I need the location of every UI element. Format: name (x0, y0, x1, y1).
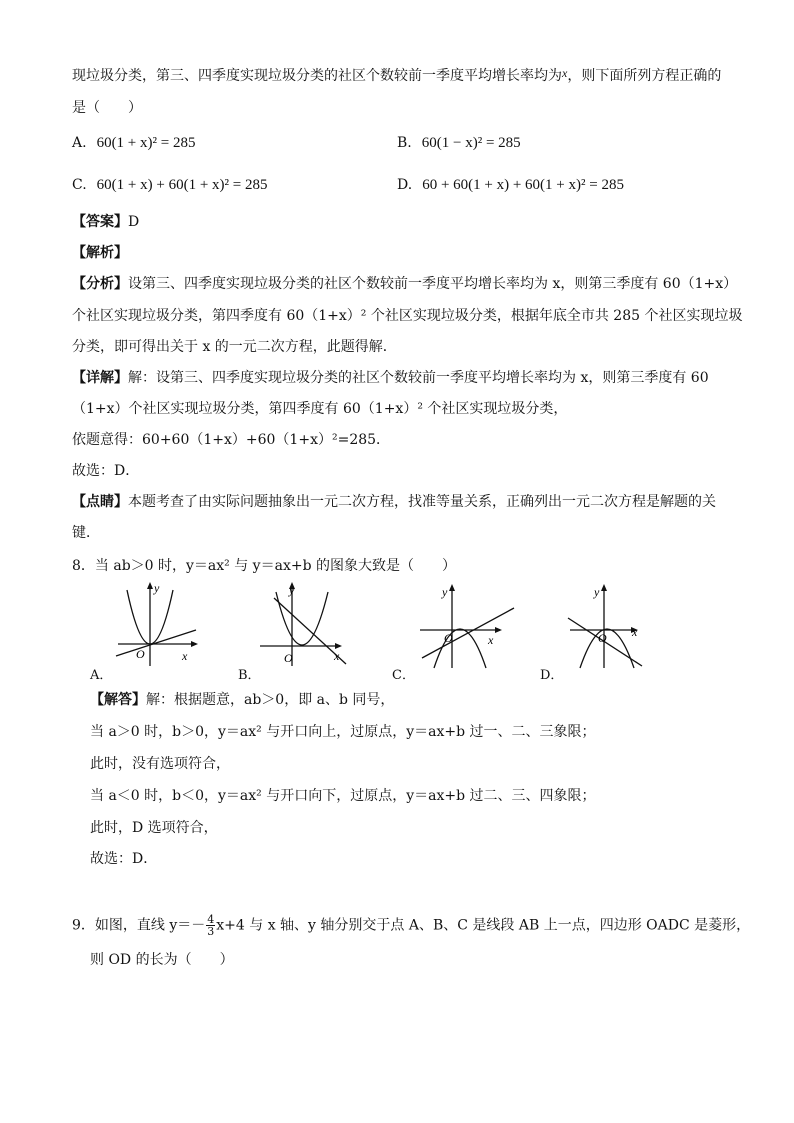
graph-c-label: C． (392, 668, 415, 683)
graph-c-line (422, 608, 514, 658)
q9-stem-post: x+4 与 x 轴、y 轴分别交于点 A、B、C 是线段 AB 上一点，四边形 OADC 是菱形， (216, 917, 751, 934)
option-b (397, 132, 521, 154)
equation-line: 依题意得：60+60（1+x）+60（1+x）²=285． (72, 432, 391, 448)
dianjing-line2: 键． (72, 525, 100, 541)
variable-x: x (562, 66, 568, 80)
q9-stem-line1 (72, 914, 750, 937)
option-b-expr: 60(1 − x)² = 285 (421, 135, 521, 151)
graph-c-parabola (434, 629, 486, 668)
graph-d-label: D． (540, 668, 564, 683)
graph-d-parabola (580, 629, 634, 668)
graph-b-parabola (276, 592, 328, 645)
graph-a (92, 580, 212, 670)
xiangjie-tag: 【详解】 (72, 370, 128, 386)
q8-jieda-line1 (90, 690, 394, 710)
graph-a-origin: O (136, 647, 145, 661)
option-a-expr: 60(1 + x)² = 285 (96, 135, 196, 151)
option-d (397, 174, 624, 196)
graph-a-x-label: x (182, 649, 188, 663)
choose-line: 故选：D． (72, 463, 140, 479)
q9-stem-pre: 9．如图，直线 y＝－ (72, 917, 206, 934)
q7-stem-text: 现垃圾分类，第三、四季度实现垃圾分类的社区个数较前一季度平均增长率均为 (72, 68, 562, 84)
option-b-label: B. (397, 135, 412, 151)
analysis-tag: 【解析】 (72, 245, 128, 261)
graph-b-y-label: y (289, 583, 295, 597)
q7-stem-line1 (72, 66, 721, 86)
graph-a-label: A． (90, 668, 113, 683)
graph-d-origin: O (598, 631, 607, 645)
fraction-denominator: 3 (207, 925, 215, 938)
graph-d-y-label: y (594, 585, 600, 599)
graph-b (236, 580, 356, 670)
option-c (72, 174, 268, 196)
answer-line (72, 212, 139, 232)
fenxi-line2: 个社区实现垃圾分类，第四季度有 60（1+x）² 个社区实现垃圾分类，根据年底全市共 285 个社区实现垃圾 (72, 308, 743, 324)
graph-b-origin: O (284, 651, 293, 665)
xiangjie-text-1: 解：设第三、四季度实现垃圾分类的社区个数较前一季度平均增长率均为 x，则第三季度有 60 (128, 370, 709, 386)
answer-value: D (128, 214, 140, 230)
graph-b-label: B． (238, 668, 261, 683)
graph-a-y-label: y (154, 581, 160, 595)
fenxi-line3: 分类，即可得出关于 x 的一元二次方程，此题得解． (72, 339, 397, 355)
option-d-label: D. (397, 177, 413, 193)
option-c-label: C. (72, 177, 87, 193)
jieda-text-1: 解：根据题意，ab＞0，即 a、b 同号， (146, 692, 395, 708)
xiangjie-line2: （1+x）个社区实现垃圾分类，第四季度有 60（1+x）² 个社区实现垃圾分类， (72, 401, 568, 417)
q8-jieda-line6: 故选：D． (90, 851, 158, 867)
dianjing-line1 (72, 492, 716, 512)
option-d-expr: 60 + 60(1 + x) + 60(1 + x)² = 285 (422, 177, 624, 193)
q7-stem-text-end: ，则下面所列方程正确的 (567, 68, 722, 84)
graph-d (560, 580, 680, 670)
q8-stem: 8．当 ab＞0 时，y＝ax² 与 y＝ax+b 的图象大致是（ ） (72, 558, 456, 574)
graph-d-x-label: x (632, 625, 638, 639)
fenxi-line1 (72, 274, 737, 294)
option-c-expr: 60(1 + x) + 60(1 + x)² = 285 (96, 177, 268, 193)
fraction-4-3 (206, 914, 215, 937)
xiangjie-line1 (72, 368, 709, 388)
fenxi-text-1: 设第三、四季度实现垃圾分类的社区个数较前一季度平均增长率均为 x，则第三季度有 60（1+x） (128, 276, 738, 292)
q8-jieda-line2: 当 a＞0 时，b＞0，y＝ax² 与开口向上，过原点，y＝ax+b 过一、二、三象限； (90, 724, 596, 740)
q7-stem-line2: 是（ ） (72, 100, 142, 116)
graph-c-origin: O (444, 631, 453, 645)
jieda-tag: 【解答】 (90, 692, 146, 708)
fenxi-tag: 【分析】 (72, 276, 128, 292)
graph-c-y-label: y (442, 585, 448, 599)
q8-jieda-line5: 此时，D 选项符合， (90, 820, 218, 836)
graph-c (410, 580, 530, 670)
dianjing-text-1: 本题考查了由实际问题抽象出一元二次方程，找准等量关系，正确列出一元二次方程是解题的关 (128, 494, 716, 510)
analysis-heading (72, 243, 128, 263)
graph-b-x-label: x (334, 649, 340, 663)
fraction-numerator: 4 (207, 913, 215, 926)
option-a-label: A. (72, 135, 87, 151)
dianjing-tag: 【点睛】 (72, 494, 128, 510)
q9-stem-line2: 则 OD 的长为（ ） (90, 952, 234, 968)
q8-jieda-line3: 此时，没有选项符合， (90, 756, 230, 772)
option-a (72, 132, 195, 154)
q8-jieda-line4: 当 a＜0 时，b＜0，y＝ax² 与开口向下，过原点，y＝ax+b 过二、三、四象限； (90, 788, 596, 804)
graph-c-x-label: x (488, 633, 494, 647)
answer-tag: 【答案】 (72, 214, 128, 230)
